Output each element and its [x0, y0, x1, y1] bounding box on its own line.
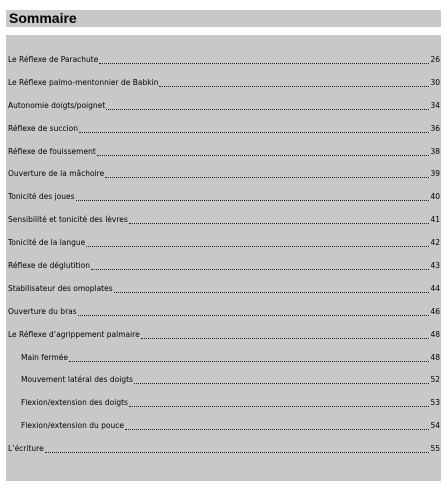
toc-entry[interactable] [6, 101, 441, 124]
toc-entry-page-number: 30 [430, 77, 440, 87]
toc-entry[interactable] [6, 192, 441, 215]
dot-leader [79, 124, 429, 133]
dot-leader [125, 421, 429, 430]
toc-entry-page-number: 48 [430, 329, 440, 339]
toc-entry[interactable] [6, 307, 441, 330]
toc-entry-page-number: 43 [430, 261, 440, 271]
toc-entry-label: Stabilisateur des omoplates [8, 283, 113, 293]
toc-entry-page-number: 42 [430, 238, 440, 248]
toc-entry[interactable] [6, 124, 441, 147]
toc-entry[interactable] [6, 169, 441, 192]
toc-entry-label: Flexion/extension du pouce [21, 421, 124, 431]
dot-leader [45, 444, 430, 453]
toc-entry-page-number: 26 [430, 55, 440, 64]
toc-entry-label: Ouverture du bras [8, 306, 77, 316]
toc-entry-label: Le Réflexe palmo-mentonnier de Babkin [8, 77, 159, 87]
dot-leader [91, 261, 429, 270]
toc-entry-label: Réflexe de succion [8, 123, 78, 133]
toc-entry-label: Tonicité de la langue [8, 238, 86, 248]
dot-leader [159, 78, 429, 87]
toc-entry-page-number: 38 [430, 146, 440, 156]
toc-entry[interactable] [6, 444, 441, 467]
toc-entry[interactable] [6, 284, 441, 307]
dot-leader [99, 55, 429, 64]
toc-entry-page-number: 54 [430, 421, 440, 431]
toc-entry[interactable] [6, 215, 441, 238]
toc-entry-label: Réflexe de fouissement [8, 146, 96, 156]
toc-entry-page-number: 39 [430, 169, 440, 179]
page-title: Sommaire [9, 10, 77, 26]
toc-entry-page-number: 40 [430, 192, 440, 202]
toc-entry-page-number: 48 [430, 352, 440, 362]
toc-entry-page-number: 41 [430, 215, 440, 225]
toc-entry-label: Le Réflexe de Parachute [8, 55, 99, 64]
toc-entry[interactable] [6, 55, 441, 78]
toc-entry-label: Tonicité des joues [8, 192, 75, 202]
dot-leader [105, 169, 429, 178]
dot-leader [69, 353, 429, 362]
toc-entry-page-number: 46 [430, 306, 440, 316]
dot-leader [97, 147, 430, 156]
toc-entry-page-number: 34 [430, 100, 440, 110]
toc-entry[interactable] [6, 78, 441, 101]
toc-entry-page-number: 36 [430, 123, 440, 133]
toc-entry[interactable] [6, 147, 441, 170]
toc-entry-label: Sensibilité et tonicité des lèvres [8, 215, 128, 225]
dot-leader [141, 330, 430, 339]
table-of-contents [6, 35, 441, 481]
toc-entry-label: Main fermée [21, 352, 69, 362]
toc-entry-label: Réflexe de déglutition [8, 261, 91, 271]
toc-subentry[interactable] [6, 375, 441, 398]
toc-entry-page-number: 53 [430, 398, 440, 408]
toc-entry-label: Ouverture de la mâchoire [8, 169, 105, 179]
dot-leader [129, 215, 430, 224]
dot-leader [134, 375, 429, 384]
toc-entry-label: Le Réflexe d’agrippement palmaire [8, 329, 140, 339]
toc-entry[interactable] [6, 330, 441, 353]
title-bar [6, 10, 441, 27]
toc-list [6, 55, 441, 467]
toc-subentry[interactable] [6, 353, 441, 376]
toc-entry-label: L’écriture [8, 444, 44, 454]
toc-subentry[interactable] [6, 398, 441, 421]
dot-leader [78, 307, 430, 316]
toc-entry-page-number: 55 [430, 444, 440, 454]
dot-leader [114, 284, 430, 293]
toc-entry-label: Flexion/extension des doigts [21, 398, 128, 408]
dot-leader [86, 238, 429, 247]
toc-entry-page-number: 52 [430, 375, 440, 385]
dot-leader [106, 101, 429, 110]
dot-leader [129, 398, 430, 407]
dot-leader [76, 192, 430, 201]
toc-entry-label: Mouvement latéral des doigts [21, 375, 133, 385]
toc-entry-page-number: 44 [430, 283, 440, 293]
toc-entry[interactable] [6, 238, 441, 261]
toc-entry[interactable] [6, 261, 441, 284]
toc-subentry[interactable] [6, 421, 441, 444]
toc-entry-label: Autonomie doigts/poignet [8, 100, 106, 110]
